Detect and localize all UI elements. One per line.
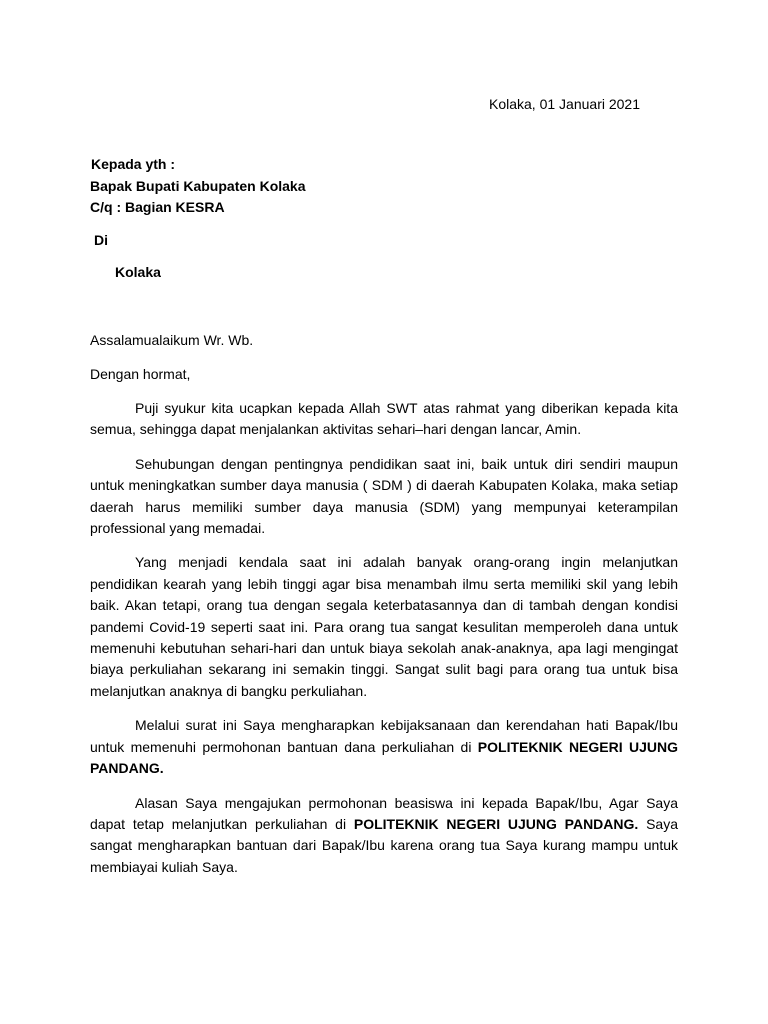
letter-body: [90, 398, 678, 891]
paragraph-5-text: Alasan Saya mengajukan permohonan beasiswa ini kepada Bapak/Ibu, Agar Saya dapat tetap melanjutkan perkuliahan di: [90, 794, 678, 832]
recipient-attention: C/q : Bagian KESRA: [90, 199, 225, 215]
recipient-name: Bapak Bupati Kabupaten Kolaka: [90, 177, 306, 194]
paragraph-4-text: Melalui surat ini Saya mengharapkan kebijaksanaan dan kerendahan hati Bapak/Ibu untuk memenuhi permohonan bantuan dana perkuliahan di: [90, 717, 678, 755]
recipient-block: [90, 154, 306, 219]
paragraph-5-text-end: Saya sangat mengharapkan bantuan dari Bapak/Ibu karena orang tua Saya kurang mampu untuk membiayai kuliah Saya.: [90, 815, 678, 875]
paragraph-4: [90, 715, 678, 779]
recipient-place: Kolaka: [115, 264, 161, 280]
paragraph-2: Sehubungan dengan pentingnya pendidikan saat ini, baik untuk diri sendiri maupun untuk meningkatkan sumber daya manusia ( SDM ) di daerah Kabupaten Kolaka, maka setiap daerah harus memiliki sumber daya manusia (SDM) yang mempunyai keterampilan professional yang memadai.: [90, 455, 678, 537]
greeting: Assalamualaikum Wr. Wb.: [90, 332, 254, 348]
recipient-salutation: Kepada yth :: [91, 156, 176, 172]
paragraph-5: [90, 793, 678, 879]
letter-date: Kolaka, 01 Januari 2021: [489, 96, 640, 112]
recipient-di: Di: [94, 232, 108, 248]
institution-name: POLITEKNIK NEGERI UJUNG PANDANG.: [353, 815, 639, 832]
paragraph-1: Puji syukur kita ucapkan kepada Allah SWT atas rahmat yang diberikan kepada kita semua, sehingga dapat menjalankan aktivitas sehari–hari dengan lancar, Amin.: [90, 400, 678, 438]
opening: Dengan hormat,: [90, 366, 191, 382]
paragraph-3: Yang menjadi kendala saat ini adalah banyak orang-orang ingin melanjutkan pendidikan kearah yang lebih tinggi agar bisa menambah ilmu serta memiliki skil yang lebih baik. Akan tetapi, orang tua dengan segala keterbatasannya dan di tambah dengan kondisi pandemi Covid-19 seperti saat ini. Para orang tua sangat kesulitan memperoleh dana untuk memenuhi kebutuhan sehari-hari dan untuk biaya sekolah anak-anaknya, apa lagi mengingat biaya perkuliahan sekarang ini semakin tinggi. Sangat sulit bagi para orang tua untuk bisa melanjutkan anaknya di bangku perkuliahan.: [90, 554, 678, 699]
institution-name: POLITEKNIK NEGERI UJUNG PANDANG.: [90, 738, 678, 777]
